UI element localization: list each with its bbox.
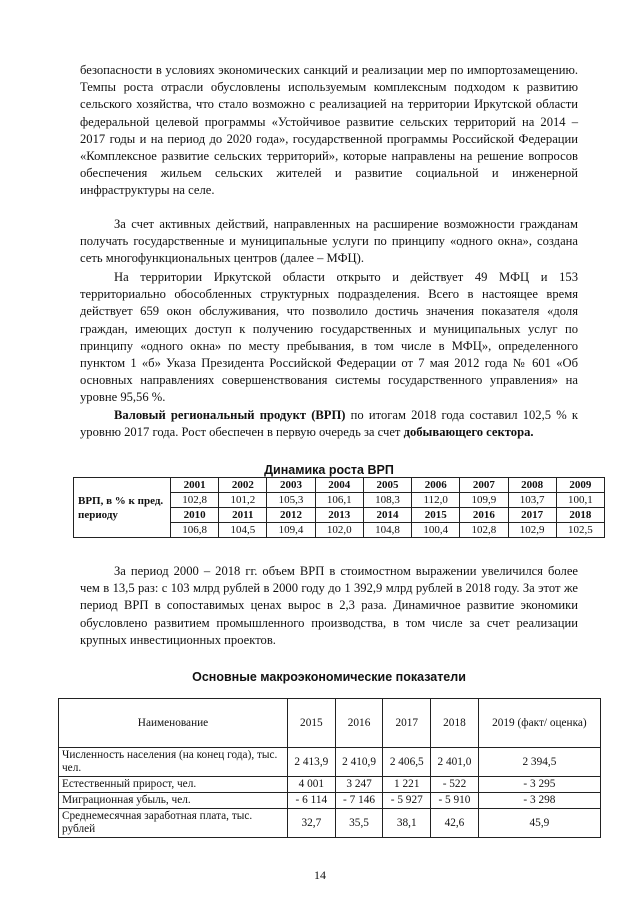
value-cell: 38,1 [383,809,431,838]
value-cell: 2 406,5 [383,748,431,777]
table-header-row [59,699,601,748]
table-row [59,748,601,777]
value-cell: 102,5 [556,523,604,538]
value-cell: 103,7 [508,493,556,508]
year-cell: 2008 [508,478,556,493]
vrp-dynamics-table [73,477,605,538]
vrp-row-label: ВРП, в % к пред. периоду [74,478,171,538]
value-cell: 101,2 [219,493,267,508]
value-cell: 102,9 [508,523,556,538]
value-cell: 2 410,9 [335,748,383,777]
value-cell: - 522 [431,777,479,793]
indicator-name: Естественный прирост, чел. [59,777,288,793]
value-cell: - 5 927 [383,793,431,809]
value-cell: 109,9 [460,493,508,508]
year-cell: 2001 [171,478,219,493]
value-cell: 105,3 [267,493,315,508]
value-cell: 3 247 [335,777,383,793]
value-cell: 2 413,9 [288,748,336,777]
value-cell: 102,8 [171,493,219,508]
vrp-sector: добывающего сектора. [403,425,534,440]
value-cell: 100,1 [556,493,604,508]
year-cell: 2003 [267,478,315,493]
vrp-text: по итогам 2018 года составил 102,5 % к уровню 2017 года. Рост обеспечен в первую очередь за счет [80,408,579,440]
value-cell: - 7 146 [335,793,383,809]
year-cell: 2018 [556,508,604,523]
year-cell: 2012 [267,508,315,523]
header-year: 2015 [288,699,336,748]
year-cell: 2002 [219,478,267,493]
year-cell: 2015 [412,508,460,523]
value-cell: 42,6 [431,809,479,838]
value-cell: 45,9 [478,809,600,838]
value-cell: 106,1 [315,493,363,508]
value-cell: 35,5 [335,809,383,838]
value-cell: - 3 295 [478,777,600,793]
year-cell: 2009 [556,478,604,493]
macro-table-title: Основные макроэкономические показатели [192,670,466,684]
value-cell: 4 001 [288,777,336,793]
year-cell: 2006 [412,478,460,493]
value-cell: 109,4 [267,523,315,538]
value-cell: 104,5 [219,523,267,538]
year-cell: 2007 [460,478,508,493]
header-year: 2018 [431,699,479,748]
value-cell: 112,0 [412,493,460,508]
value-cell: 102,0 [315,523,363,538]
vrp-table-title: Динамика роста ВРП [264,463,394,477]
value-cell: 106,8 [171,523,219,538]
header-year: 2019 (факт/ оценка) [478,699,600,748]
indicator-name: Численность населения (на конец года), тыс. чел. [59,748,288,777]
table-row [59,793,601,809]
year-cell: 2017 [508,508,556,523]
year-cell: 2010 [171,508,219,523]
indicator-name: Среднемесячная заработная плата, тыс. рублей [59,809,288,838]
year-cell: 2005 [363,478,411,493]
value-cell: - 6 114 [288,793,336,809]
value-cell: 104,8 [363,523,411,538]
page-number: 14 [314,868,326,882]
value-cell: 108,3 [363,493,411,508]
paragraph-vrp-growth: За период 2000 – 2018 гг. объем ВРП в стоимостном выражении увеличился более чем в 13,5 раз: с 103 млрд рублей в 2000 году до 1 392,9 млрд рублей в 2018 году. За этот же период ВРП в сопоставимых ценах вырос в 2,3 раза. Динамичное развитие экономики обусловлено развитием промышленного производства, в том числе за счет реализации крупных инвестиционных проектов. [80,564,578,647]
paragraph-agriculture: безопасности в условиях экономических санкций и реализации мер по импортозамещению. Темпы роста отрасли обусловлены используемым комплексным подходом к развитию сельского хозяйства, что стало возможно с реализацией на территории Иркутской области федеральной целевой программы «Устойчивое развитие сельских территорий на 2014 – 2017 годы и на период до 2020 года», государственной программы Российской Федерации «Комплексное развитие сельских территорий», которые направлены на решение вопросов обеспечения жильем сельских жителей и развитие социальной и инженерной инфраструктуры на селе. [80,63,578,198]
header-year: 2016 [335,699,383,748]
header-year: 2017 [383,699,431,748]
value-cell: - 3 298 [478,793,600,809]
table-row [59,777,601,793]
year-cell: 2004 [315,478,363,493]
year-cell: 2014 [363,508,411,523]
value-cell: 2 401,0 [431,748,479,777]
year-cell: 2011 [219,508,267,523]
paragraph-vrp [80,407,578,441]
value-cell: 2 394,5 [478,748,600,777]
year-cell: 2016 [460,508,508,523]
value-cell: 1 221 [383,777,431,793]
value-cell: 100,4 [412,523,460,538]
year-cell: 2013 [315,508,363,523]
value-cell: - 5 910 [431,793,479,809]
paragraph-mfc-network: За счет активных действий, направленных на расширение возможности гражданам получать государственные и муниципальные услуги по принципу «одного окна», создана сеть многофункциональных центров (далее – МФЦ). [80,217,578,266]
vrp-term: Валовый региональный продукт (ВРП) [114,408,346,422]
table-row [59,809,601,838]
header-name: Наименование [59,699,288,748]
table-row [74,478,605,493]
value-cell: 102,8 [460,523,508,538]
macro-indicators-table [58,698,601,838]
paragraph-mfc-statistics: На территории Иркутской области открыто и действует 49 МФЦ и 153 территориально обособленных структурных подразделения. Всего в настоящее время действует 659 окон обслуживания, что позволило достичь значения показателя «доля граждан, имеющих доступ к получению государственных и муниципальных услуг по принципу «одного окна» по месту пребывания, в том числе в МФЦ», определенного пунктом 1 «б» Указа Президента Российской Федерации от 7 мая 2012 года № 601 «Об основных направлениях совершенствования системы государственного управления» на уровне 95,56 %. [80,270,578,405]
value-cell: 32,7 [288,809,336,838]
indicator-name: Миграционная убыль, чел. [59,793,288,809]
